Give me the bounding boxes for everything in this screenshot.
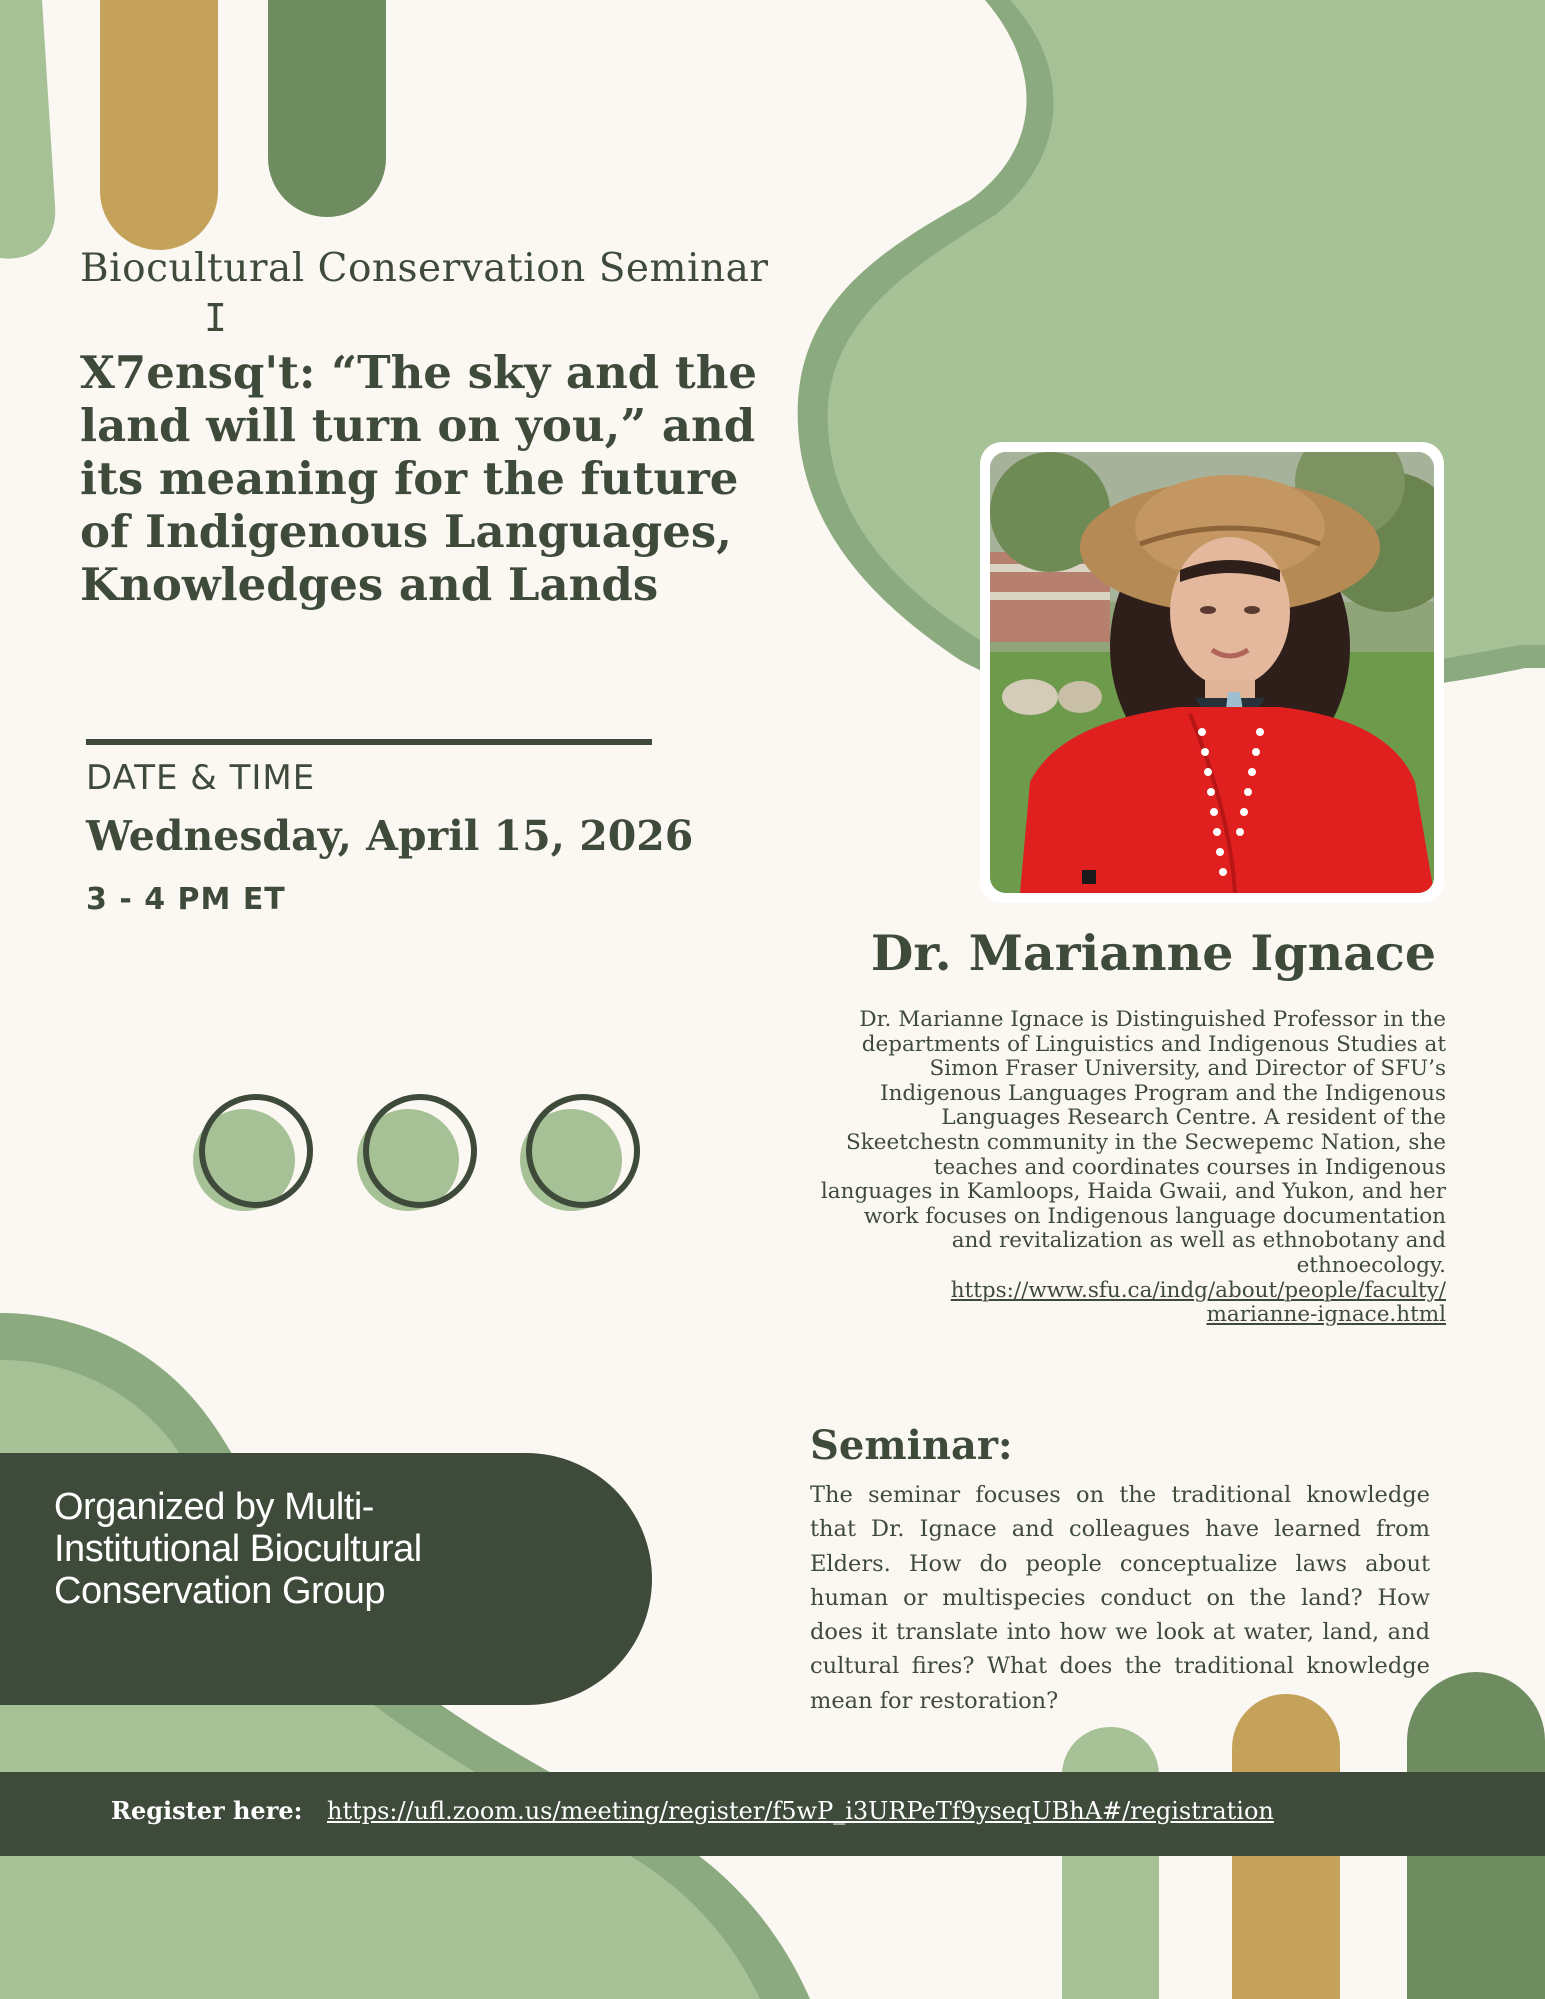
organizer-line: Conservation Group (54, 1570, 386, 1612)
stripe-deep-green (268, 0, 386, 217)
talk-title-line: X7ensq't: “The sky and the (80, 346, 758, 399)
talk-title-line: its meaning for the future (80, 452, 739, 505)
bio-line: and revitalization as well as ethnobotany and (951, 1228, 1446, 1254)
register-label: Register here: (111, 1796, 303, 1825)
bio-line: work focuses on Indigenous language documentation (863, 1203, 1446, 1229)
stripe-bottom-light (1062, 1727, 1159, 1999)
stripe-light-green (0, 0, 55, 259)
stripe-ochre (100, 0, 218, 250)
speaker-photo-frame (980, 442, 1444, 903)
bio-line: departments of Linguistics and Indigenous Studies at (861, 1031, 1446, 1057)
talk-title-line: Knowledges and Lands (80, 558, 659, 611)
speaker-bio (740, 1008, 1446, 1328)
event-date: Wednesday, April 15, 2026 (86, 812, 694, 860)
bio-line: languages in Kamloops, Haida Gwaii, and Yukon, and her (820, 1179, 1446, 1205)
talk-title-line: of Indigenous Languages, (80, 505, 732, 558)
organizer-line: Institutional Biocultural (54, 1528, 422, 1570)
registration-link[interactable]: https://ufl.zoom.us/meeting/register/f5wP_i3URPeTf9yseqUBhA#/registration (327, 1797, 1274, 1825)
bio-line: Dr. Marianne Ignace is Distinguished Professor in the (859, 1007, 1446, 1032)
bio-line: Skeetchestn community in the Secwepemc Nation, she (846, 1129, 1446, 1155)
date-time-label: DATE & TIME (86, 758, 316, 798)
bio-line: teaches and coordinates courses in Indigenous (933, 1154, 1446, 1180)
speaker-name: Dr. Marianne Ignace (870, 924, 1436, 982)
organizer-text (54, 1486, 514, 1612)
bio-line: ethnoecology. (1296, 1252, 1446, 1278)
seminar-description: The seminar focuses on the traditional knowledge that Dr. Ignace and colleagues have learned from Elders. How do people conceptualize laws about human or multispecies conduct on the land? How does it translate into how we look at water, land, and cultural fires? What does the traditional knowledge mean for restoration? (810, 1482, 1430, 1714)
talk-title (80, 346, 800, 611)
profile-link-line[interactable]: marianne-ignace.html (1206, 1302, 1446, 1328)
series-title: Biocultural Conservation Seminar (80, 246, 769, 291)
profile-link-line[interactable]: https://www.sfu.ca/indg/about/people/faculty/ (950, 1277, 1446, 1303)
organizer-line: Organized by Multi- (54, 1486, 374, 1528)
speaker-profile-link[interactable] (740, 1279, 1446, 1328)
decorative-circles (193, 1097, 637, 1211)
bio-line: Languages Research Centre. A resident of the (941, 1105, 1446, 1131)
divider-rule (86, 739, 652, 745)
seminar-heading: Seminar: (810, 1422, 1013, 1469)
bio-line: Indigenous Languages Program and the Indigenous (880, 1080, 1446, 1106)
text-cursor-icon: I (204, 296, 227, 340)
talk-title-line: land will turn on you,” and (80, 399, 756, 452)
event-time: 3 - 4 PM ET (86, 882, 286, 917)
bio-line: Simon Fraser University, and Director of SFU’s (929, 1056, 1446, 1082)
speaker-photo (990, 452, 1434, 893)
